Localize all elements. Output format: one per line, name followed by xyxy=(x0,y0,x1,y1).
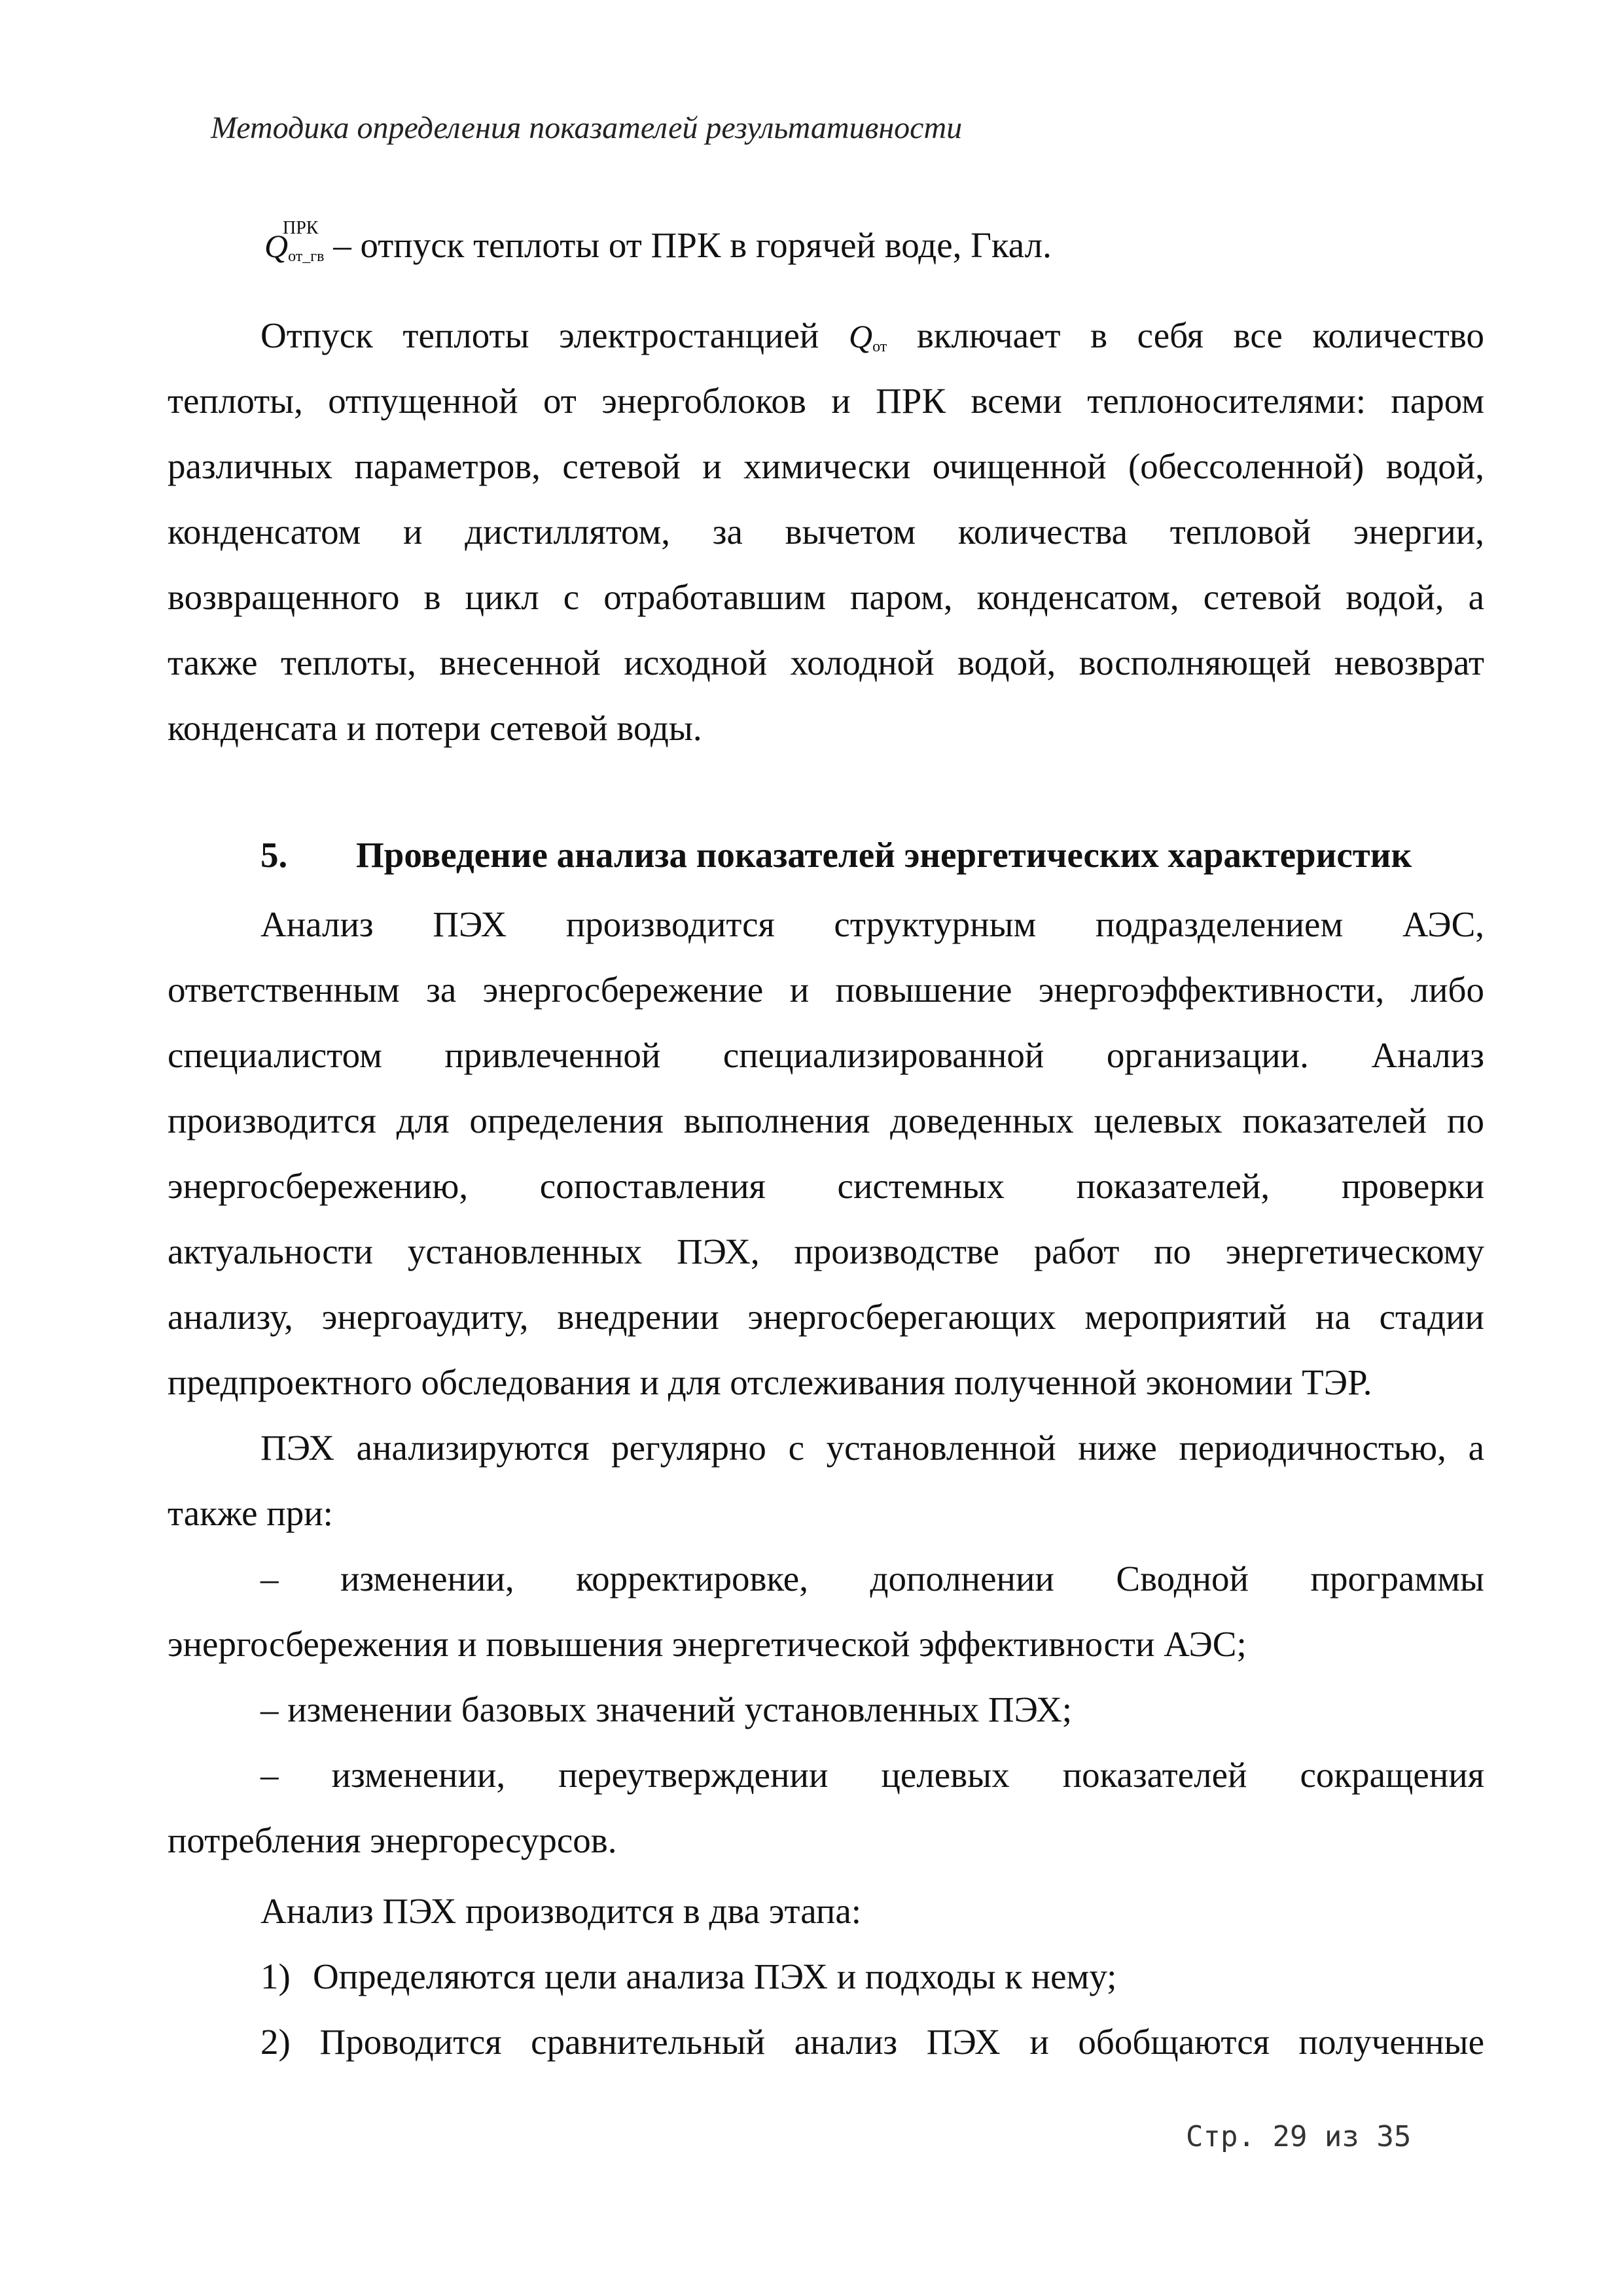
q-prk-symbol: Q ПРК $_{от\_гв}$ xyxy=(264,218,325,265)
para2-line-3: специалистом привлеченной специализированной организации. Анализ xyxy=(168,1035,1484,1075)
formula-definition-text: – отпуск теплоты от ПРК в горячей воде, Гкал. xyxy=(324,225,1052,265)
step-1 xyxy=(260,1954,1116,2000)
para4: Анализ ПЭХ производится в два этапа: xyxy=(260,1891,862,1931)
section-title: Проведение анализа показателей энергетических характеристик xyxy=(356,835,1412,875)
para1-line-2: теплоты, отпущенной от энергоблоков и ПРК всеми теплоносителями: паром xyxy=(168,381,1484,421)
bullet-1-line-1: – изменении, корректировке, дополнении Сводной программы xyxy=(260,1559,1484,1598)
para2-line-2: ответственным за энергосбережение и повышение энергоэффективности, либо xyxy=(168,970,1484,1010)
step-2 xyxy=(260,2019,1484,2065)
running-header: Методика определения показателей результативности xyxy=(211,111,963,145)
para1-line-6: также теплоты, внесенной исходной холодной водой, восполняющей невозврат xyxy=(168,643,1484,682)
section-number: 5. xyxy=(260,835,288,875)
para1-line-7: конденсата и потери сетевой воды. xyxy=(168,708,702,748)
para3-line-2: также при: xyxy=(168,1493,333,1533)
bullet-3-line-1: – изменении, переутверждении целевых показателей сокращения xyxy=(260,1755,1484,1795)
para2-line-4: производится для определения выполнения доведенных целевых показателей по xyxy=(168,1101,1484,1140)
para2-line-5: энергосбережению, сопоставления системных показателей, проверки xyxy=(168,1166,1484,1206)
para2-line-1: Анализ ПЭХ производится структурным подразделением АЭС, xyxy=(260,904,1484,944)
page-number: Стр. 29 из 35 xyxy=(1186,2120,1412,2153)
para1-line-3: различных параметров, сетевой и химически очищенной (обессоленной) водой, xyxy=(168,446,1484,486)
para2-line-6: актуальности установленных ПЭХ, производстве работ по энергетическому xyxy=(168,1231,1484,1271)
para2-line-8: предпроектного обследования и для отслеживания полученной экономии ТЭР. xyxy=(168,1362,1372,1402)
step-1-number: 1) xyxy=(260,1956,291,1996)
step-1-text: Определяются цели анализа ПЭХ и подходы к нему; xyxy=(313,1956,1117,1996)
para1-line-1: Отпуск теплоты электростанцией $Q_{от}$ включает в себя все количество xyxy=(260,313,1484,370)
para3-line-1: ПЭХ анализируются регулярно с установленной ниже периодичностью, а xyxy=(260,1428,1484,1468)
para2-line-7: анализу, энергоаудиту, внедрении энергосберегающих мероприятий на стадии xyxy=(168,1297,1484,1337)
para1-line-4: конденсатом и дистиллятом, за вычетом количества тепловой энергии, xyxy=(168,512,1484,552)
bullet-1-line-2: энергосбережения и повышения энергетической эффективности АЭС; xyxy=(168,1624,1247,1664)
bullet-2: – изменении базовых значений установленных ПЭХ; xyxy=(260,1689,1073,1729)
step-2-number: 2) xyxy=(260,2022,291,2062)
formula-definition xyxy=(264,218,1052,279)
q-ot-symbol: $Q_{от}$ xyxy=(848,318,887,355)
bullet-3-line-2: потребления энергоресурсов. xyxy=(168,1820,617,1860)
para1-line-5: возвращенного в цикл с отработавшим паром, конденсатом, сетевой водой, а xyxy=(168,577,1484,617)
step-2-text: Проводится сравнительный анализ ПЭХ и обобщаются полученные xyxy=(319,2022,1484,2062)
